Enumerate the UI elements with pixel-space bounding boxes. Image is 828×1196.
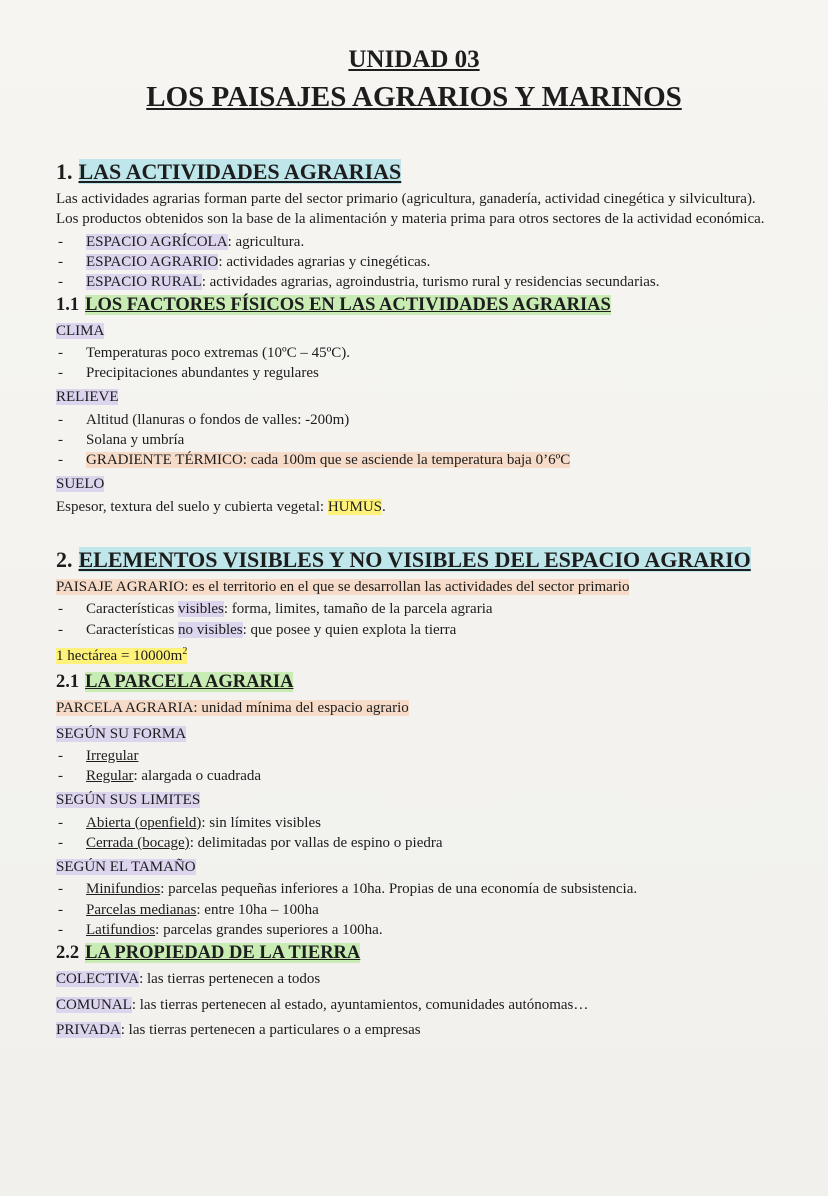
key: visibles <box>178 601 224 618</box>
gradiente-termico: GRADIENTE TÉRMICO: cada 100m que se asciende la temperatura baja 0’6ºC <box>86 452 571 469</box>
limites-list <box>56 813 772 854</box>
tamano-list <box>56 879 772 940</box>
list-item: - Altitud (llanuras o fondos de valles: -200m) <box>56 410 772 430</box>
section-title: LAS ACTIVIDADES AGRARIAS <box>78 158 402 184</box>
suelo-label: SUELO <box>56 476 105 493</box>
definition: : alargada o cuadrada <box>133 768 262 785</box>
definition: : entre 10ha – 100ha <box>196 901 319 918</box>
list-item <box>56 920 772 940</box>
tamano-label: SEGÚN EL TAMAÑO <box>56 859 196 876</box>
key: no visibles <box>178 621 243 638</box>
definition: : actividades agrarias y cinegéticas. <box>218 253 431 270</box>
propiedad-row <box>56 995 772 1015</box>
suelo-end: . <box>382 498 386 515</box>
term: Regular <box>86 768 134 785</box>
section-number: 2. <box>56 546 73 572</box>
section-1-1-heading <box>56 294 772 316</box>
term: Abierta (openfield) <box>86 814 202 831</box>
definition: : las tierras pertenecen al estado, ayuntamientos, comunidades autónomas… <box>131 996 589 1013</box>
definition: : parcelas grandes superiores a 100ha. <box>155 921 383 938</box>
term: COMUNAL <box>56 996 132 1013</box>
list-item <box>56 813 772 833</box>
term: PRIVADA <box>56 1021 121 1038</box>
section-title: ELEMENTOS VISIBLES Y NO VISIBLES DEL ESPACIO AGRARIO <box>78 546 751 572</box>
suffix: : que posee y quien explota la tierra <box>242 621 457 638</box>
hectarea-note <box>56 645 188 664</box>
suffix: : forma, limites, tamaño de la parcela agraria <box>223 601 493 618</box>
definition: : las tierras pertenecen a todos <box>139 971 321 988</box>
espacios-list <box>56 232 772 293</box>
section-number: 1.1 <box>56 295 80 316</box>
suelo-text <box>56 497 772 517</box>
prefix: Características <box>86 601 179 618</box>
list-item <box>56 746 772 766</box>
term: COLECTIVA <box>56 971 140 988</box>
term: ESPACIO AGRARIO <box>86 253 219 270</box>
section-2-1-heading <box>56 671 772 693</box>
section-number: 2.2 <box>56 943 80 964</box>
section-title: LA PROPIEDAD DE LA TIERRA <box>85 943 361 964</box>
definition: : las tierras pertenecen a particulares o a empresas <box>120 1021 421 1038</box>
definition: : sin límites visibles <box>201 814 321 831</box>
limites-label: SEGÚN SUS LIMITES <box>56 792 201 809</box>
clima-list <box>56 343 772 384</box>
propiedad-row <box>56 1020 772 1040</box>
section-1-heading <box>56 159 772 185</box>
caracteristicas-list <box>56 599 772 640</box>
term: ESPACIO AGRÍCOLA <box>86 233 228 250</box>
term: ESPACIO RURAL <box>86 274 202 291</box>
list-item <box>56 252 772 272</box>
term: Cerrada (bocage) <box>86 834 190 851</box>
prefix: Características <box>86 621 179 638</box>
list-item <box>56 450 772 470</box>
list-item <box>56 900 772 920</box>
term: Irregular <box>86 747 139 764</box>
list-item <box>56 620 772 640</box>
parcela-def: PARCELA AGRARIA: unidad mínima del espacio agrario <box>56 700 409 717</box>
section-number: 1. <box>56 158 73 184</box>
list-item <box>56 272 772 292</box>
list-item: - Temperaturas poco extremas (10ºC – 45ºC). <box>56 343 772 363</box>
term: Minifundios <box>86 881 161 898</box>
hectarea-text: 1 hectárea = 10000m <box>56 647 183 664</box>
humus-highlight: HUMUS <box>327 498 382 515</box>
clima-label: CLIMA <box>56 322 105 339</box>
list-item <box>56 599 772 619</box>
term: Latifundios <box>86 921 156 938</box>
suelo-desc: Espesor, textura del suelo y cubierta vegetal: <box>56 498 328 515</box>
page-title: LOS PAISAJES AGRARIOS Y MARINOS <box>146 80 682 113</box>
list-item: - Precipitaciones abundantes y regulares <box>56 363 772 383</box>
list-item <box>56 232 772 252</box>
definition: : delimitadas por vallas de espino o piedra <box>189 834 443 851</box>
list-item: - Solana y umbría <box>56 430 772 450</box>
list-item <box>56 879 772 899</box>
section-number: 2.1 <box>56 672 80 693</box>
forma-label: SEGÚN SU FORMA <box>56 725 187 742</box>
definition: : actividades agrarias, agroindustria, turismo rural y residencias secundarias. <box>201 274 660 291</box>
term: Parcelas medianas <box>86 901 197 918</box>
section-title: LOS FACTORES FÍSICOS EN LAS ACTIVIDADES AGRARIAS <box>85 295 611 316</box>
section-1-intro: Las actividades agrarias forman parte del sector primario (agricultura, ganadería, actividad cinegética y silvicultura). Los productos obtenidos son la base de la alimentación y materia prima para otros sectores de la actividad económica. <box>56 191 765 228</box>
relieve-label: RELIEVE <box>56 389 119 406</box>
paisaje-agrario-def: PAISAJE AGRARIO: es el territorio en el que se desarrollan las actividades del sector primario <box>56 579 630 596</box>
section-title: LA PARCELA AGRARIA <box>85 672 294 693</box>
section-2-heading <box>56 547 772 573</box>
definition: : parcelas pequeñas inferiores a 10ha. Propias de una economía de subsistencia. <box>160 881 638 898</box>
unit-heading: UNIDAD 03 <box>348 46 480 73</box>
list-item <box>56 766 772 786</box>
exponent: 2 <box>182 645 188 657</box>
definition: : agricultura. <box>227 233 305 250</box>
propiedad-row <box>56 969 772 989</box>
list-item <box>56 833 772 853</box>
section-2-2-heading <box>56 942 772 964</box>
relieve-list <box>56 410 772 471</box>
forma-list <box>56 746 772 787</box>
